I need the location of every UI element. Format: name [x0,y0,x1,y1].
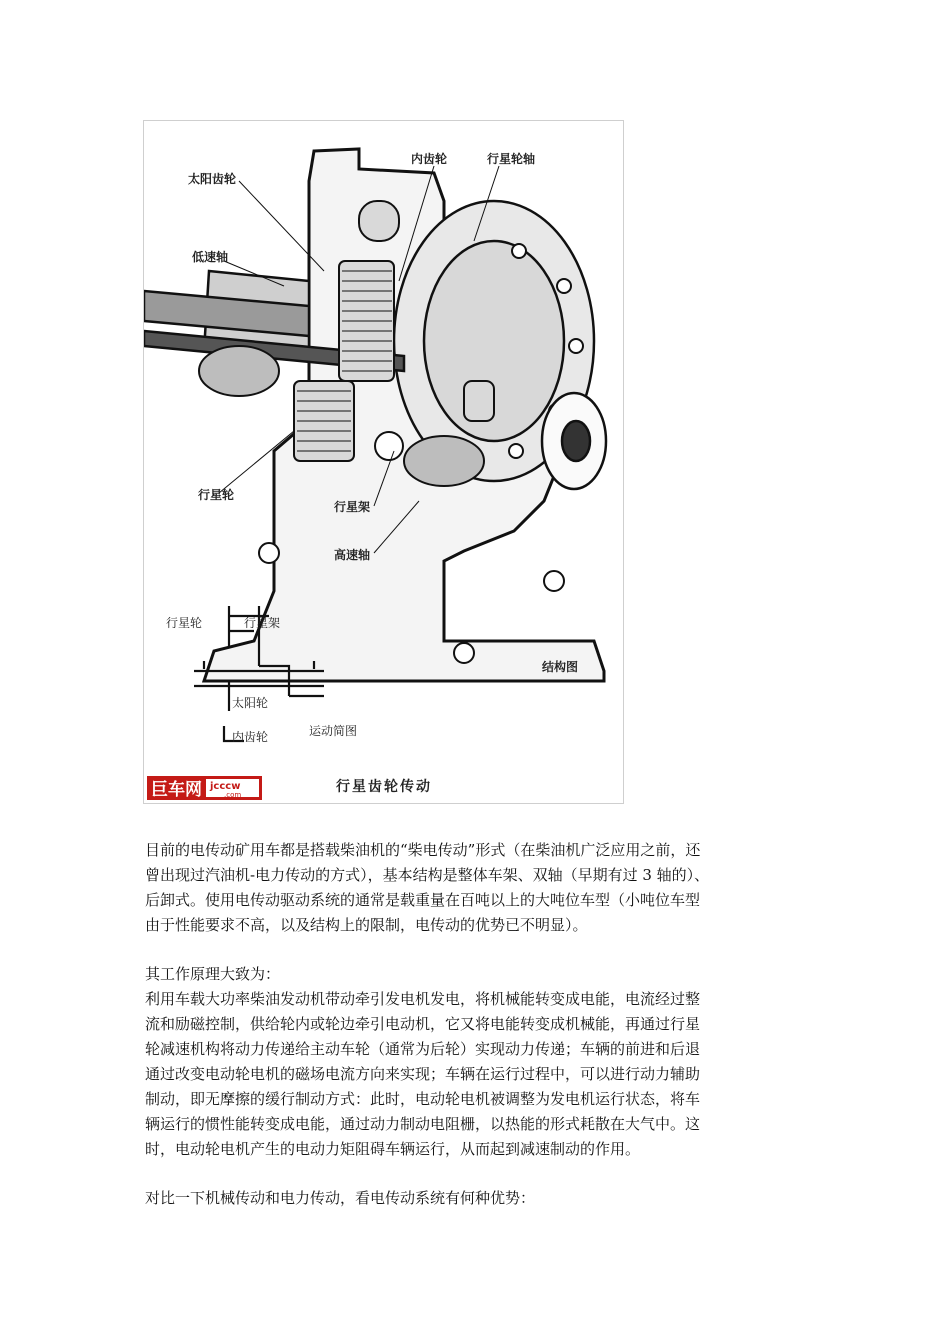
paragraph-principle [145,962,765,1162]
paragraph-line: 流和励磁控制，供给轮内或轮边牵引电动机，它又将电能转变成机械能，再通过行星 [145,1015,701,1033]
paragraph-intro [145,838,765,938]
jcccw-logo [147,776,262,800]
label-planet-carrier: 行星架 [334,500,371,514]
planetary-gear-illustration [144,121,623,803]
label-structure-diagram: 结构图 [542,660,579,674]
paragraph-line: 曾出现过汽油机-电力传动的方式），基本结构是整体车架、双轴（早期有过 3 轴的）、 [145,866,710,884]
svg-text:jcccw: jcccw [210,781,241,792]
paragraph-line: 其工作原理大致为： [145,965,281,983]
label-low-speed-shaft: 低速轴 [192,250,229,264]
schematic-inner-gear: 内齿轮 [232,730,269,744]
svg-text:.com: .com [224,791,242,799]
paragraph-comparison [145,1186,765,1211]
label-planet-shaft: 行星轮轴 [487,152,536,166]
label-sun-gear: 太阳齿轮 [188,172,237,186]
paragraph-line: 由于性能要求不高，以及结构上的限制，电传动的优势已不明显）。 [145,916,588,934]
label-high-speed-shaft: 高速轴 [334,548,371,562]
paragraph-line: 时，电动轮电机产生的电动力矩阻碍车辆运行，从而起到减速制动的作用。 [145,1140,641,1158]
figure-caption: 行星齿轮传动 [336,779,432,795]
paragraph-line: 目前的电传动矿用车都是搭载柴油机的“柴电传动”形式（在柴油机广泛应用之前，还 [145,841,701,859]
gear-figure [143,120,624,804]
paragraph-line: 轮减速机构将动力传递给主动车轮（通常为后轮）实现动力传递；车辆的前进和后退 [145,1040,701,1058]
label-planet-gear: 行星轮 [198,488,235,502]
paragraph-line: 后卸式。使用电传动驱动系统的通常是载重量在百吨以上的大吨位车型（小吨位车型 [145,891,701,909]
paragraph-line: 对比一下机械传动和电力传动，看电传动系统有何种优势： [145,1189,536,1207]
paragraph-line: 制动，即无摩擦的缓行制动方式：此时，电动轮电机被调整为发电机运行状态，将车 [145,1090,701,1108]
paragraph-line: 利用车载大功率柴油发动机带动牵引发电机发电，将机械能转变成电能，电流经过整 [145,990,701,1008]
label-inner-gear: 内齿轮 [411,152,448,166]
schematic-planet-gear: 行星轮 [166,616,203,630]
schematic-motion-diagram: 运动简图 [309,724,358,738]
paragraph-line: 通过改变电动轮电机的磁场电流方向来实现；车辆在运行过程中，可以进行动力辅助 [145,1065,701,1083]
svg-text:巨车网: 巨车网 [151,780,202,800]
paragraph-line: 辆运行的惯性能转变成电能，通过动力制动电阻栅，以热能的形式耗散在大气中。这 [145,1115,701,1133]
schematic-planet-carrier: 行星架 [244,616,281,630]
schematic-sun-gear: 太阳轮 [232,696,269,710]
